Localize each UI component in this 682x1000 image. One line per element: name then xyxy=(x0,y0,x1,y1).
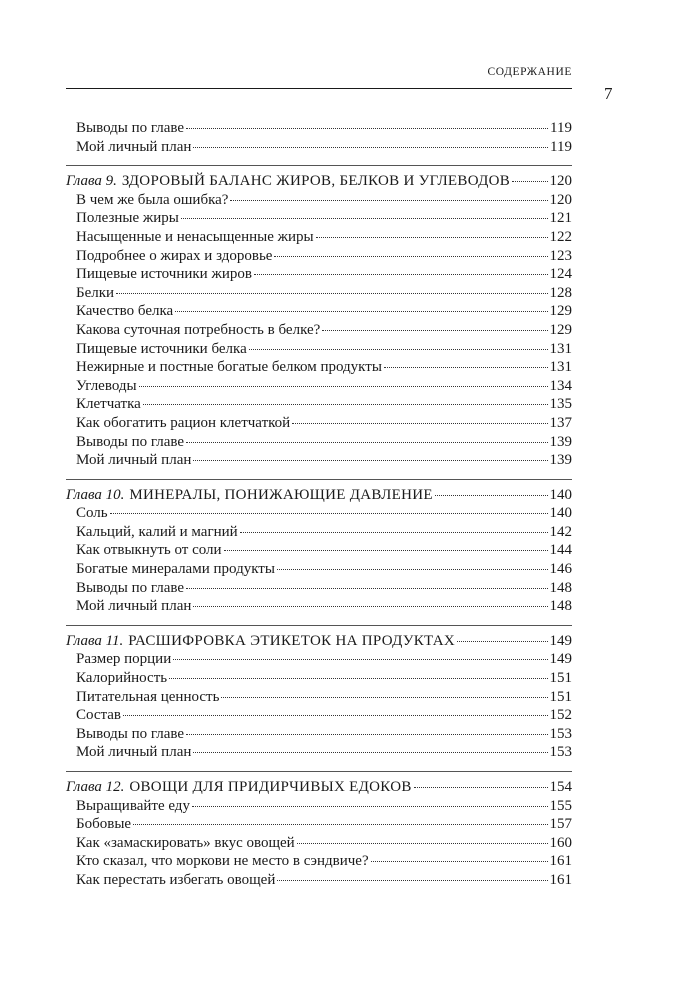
toc-entry-page: 140 xyxy=(549,505,572,522)
chapter-separator-rule xyxy=(66,771,572,772)
toc-entry-page: 142 xyxy=(549,523,572,540)
toc-entry-title: В чем же была ошибка? xyxy=(76,191,229,208)
leader-dots xyxy=(322,330,547,331)
toc-entry xyxy=(66,229,572,248)
leader-dots xyxy=(193,147,548,148)
toc-entry xyxy=(66,524,572,543)
chapter-separator-rule xyxy=(66,165,572,166)
toc-entry-title: Пищевые источники жиров xyxy=(76,266,252,283)
toc-entry xyxy=(66,396,572,415)
toc-entry-page: 119 xyxy=(550,138,572,155)
toc-entry xyxy=(66,561,572,580)
toc-entry xyxy=(66,303,572,322)
toc-entry xyxy=(66,707,572,726)
toc-entry-title: Качество белка xyxy=(76,303,174,320)
toc-entry xyxy=(66,248,572,267)
leader-dots xyxy=(316,237,548,238)
toc-entry-page: 149 xyxy=(549,651,572,668)
toc-entry xyxy=(66,452,572,471)
leader-dots xyxy=(175,311,547,312)
toc-entry-page: 131 xyxy=(549,359,572,376)
header-rule xyxy=(66,88,572,89)
toc-entry-page: 129 xyxy=(549,303,572,320)
leader-dots xyxy=(249,349,548,350)
chapter-heading xyxy=(66,633,572,652)
leader-dots xyxy=(123,715,547,716)
toc-entry-page: 120 xyxy=(549,191,572,208)
toc-entry-page: 151 xyxy=(549,670,572,687)
chapter-label: Глава 12. xyxy=(66,779,125,795)
toc-entry xyxy=(66,670,572,689)
leader-dots xyxy=(186,734,547,735)
toc-entry-page: 121 xyxy=(549,210,572,227)
toc-entry-title: Углеводы xyxy=(76,377,137,394)
toc-entry-title: Насыщенные и ненасыщенные жиры xyxy=(76,228,314,245)
leader-dots xyxy=(297,843,548,844)
leader-dots xyxy=(186,588,547,589)
toc-entry xyxy=(66,378,572,397)
leader-dots xyxy=(193,752,547,753)
toc-entry xyxy=(66,651,572,670)
leader-dots xyxy=(116,293,547,294)
toc-entry-title: Соль xyxy=(76,505,108,522)
chapter-separator-rule xyxy=(66,479,572,480)
toc-entry xyxy=(66,210,572,229)
toc-entry-title: Калорийность xyxy=(76,670,168,687)
chapter-page: 120 xyxy=(549,173,572,190)
leader-dots xyxy=(224,550,548,551)
toc-entry xyxy=(66,853,572,872)
toc-entry-title: Полезные жиры xyxy=(76,210,179,227)
leader-dots xyxy=(371,861,548,862)
chapter-title: РАСШИФРОВКА ЭТИКЕТОК НА ПРОДУКТАХ xyxy=(128,632,456,649)
toc-entry-page: 128 xyxy=(549,284,572,301)
toc-entry-page: 148 xyxy=(549,598,572,615)
toc-entry-title: Какова суточная потребность в белке? xyxy=(76,321,321,338)
toc-entry-title: Питательная ценность xyxy=(76,688,220,705)
toc-entry-title: Выращивайте еду xyxy=(76,797,190,814)
toc-entry-title: Как обогатить рацион клетчаткой xyxy=(76,414,291,431)
leader-dots xyxy=(173,659,547,660)
chapter-separator-rule xyxy=(66,625,572,626)
toc-entry xyxy=(66,816,572,835)
leader-dots xyxy=(169,678,547,679)
toc-entry-title: Мой личный план xyxy=(76,138,192,155)
toc-entry-title: Нежирные и постные богатые белком продукты xyxy=(76,359,382,376)
toc-entry-title: Подробнее о жирах и здоровье xyxy=(76,247,273,264)
chapter-title: ОВОЩИ ДЛЯ ПРИДИРЧИВЫХ ЕДОКОВ xyxy=(129,779,412,795)
toc-entry-page: 144 xyxy=(549,542,572,559)
toc-entry-page: 151 xyxy=(549,688,572,705)
page-number: 7 xyxy=(604,84,613,103)
toc-entry-title: Размер порции xyxy=(76,651,172,668)
toc-entry xyxy=(66,505,572,524)
toc-entry-page: 148 xyxy=(549,579,572,596)
toc-entry-title: Кальций, калий и магний xyxy=(76,523,238,540)
leader-dots xyxy=(133,824,547,825)
toc-entry-title: Мой личный план xyxy=(76,744,192,761)
toc-entry-title: Пищевые источники белка xyxy=(76,340,247,357)
leader-dots xyxy=(143,404,548,405)
leader-dots xyxy=(277,880,547,881)
leader-dots xyxy=(274,256,547,257)
toc-entry-title: Бобовые xyxy=(76,816,132,833)
toc-entry xyxy=(66,285,572,304)
toc-entry xyxy=(66,322,572,341)
toc-entry-page: 160 xyxy=(549,834,572,851)
leader-dots xyxy=(181,218,548,219)
leader-dots xyxy=(435,495,548,496)
leader-dots xyxy=(193,606,547,607)
toc-entry-page: 131 xyxy=(549,340,572,357)
leader-dots xyxy=(186,128,548,129)
leader-dots xyxy=(254,274,548,275)
leader-dots xyxy=(230,200,547,201)
toc-entry xyxy=(66,580,572,599)
leader-dots xyxy=(110,513,548,514)
toc-entry xyxy=(66,139,572,158)
toc-entry-page: 123 xyxy=(549,247,572,264)
toc-entry-title: Выводы по главе xyxy=(76,433,185,450)
toc-entry-page: 146 xyxy=(549,561,572,578)
toc-entry-page: 135 xyxy=(549,396,572,413)
toc-entry-title: Выводы по главе xyxy=(76,725,185,742)
toc-entry xyxy=(66,798,572,817)
leader-dots xyxy=(292,423,547,424)
toc-entry xyxy=(66,726,572,745)
toc-entry-page: 155 xyxy=(549,797,572,814)
leader-dots xyxy=(192,806,548,807)
toc-entry xyxy=(66,359,572,378)
toc-entry xyxy=(66,415,572,434)
toc-entry-page: 153 xyxy=(549,744,572,761)
toc-entry-page: 139 xyxy=(549,452,572,469)
running-head: СОДЕРЖАНИЕ xyxy=(487,66,572,78)
toc-entry-page: 139 xyxy=(549,433,572,450)
leader-dots xyxy=(139,386,548,387)
chapter-heading xyxy=(66,173,572,192)
toc-entry-page: 152 xyxy=(549,707,572,724)
chapter-page: 149 xyxy=(549,632,572,649)
leader-dots xyxy=(414,787,548,788)
toc-entry-title: Клетчатка xyxy=(76,396,141,413)
toc-entry-title: Выводы по главе xyxy=(76,579,185,596)
toc-entry xyxy=(66,542,572,561)
toc-entry-page: 137 xyxy=(549,414,572,431)
chapter-heading xyxy=(66,779,572,798)
chapter-heading xyxy=(66,487,572,506)
toc-entry-title: Как перестать избегать овощей xyxy=(76,871,276,888)
toc-entry xyxy=(66,598,572,617)
toc-entry xyxy=(66,835,572,854)
leader-dots xyxy=(457,641,547,642)
toc-entry xyxy=(66,120,572,139)
leader-dots xyxy=(186,442,547,443)
toc-entry-page: 161 xyxy=(549,853,572,870)
toc-entry xyxy=(66,266,572,285)
toc-entry-title: Мой личный план xyxy=(76,452,192,469)
toc-entry-title: Как отвыкнуть от соли xyxy=(76,542,222,559)
chapter-label: Глава 10. xyxy=(66,486,125,503)
toc-entry-page: 153 xyxy=(549,725,572,742)
leader-dots xyxy=(240,532,548,533)
chapter-page: 154 xyxy=(549,779,572,795)
chapter-label: Глава 11. xyxy=(66,632,124,649)
chapter-label: Глава 9. xyxy=(66,173,117,190)
table-of-contents xyxy=(66,120,572,891)
toc-entry-title: Состав xyxy=(76,707,122,724)
toc-entry-page: 129 xyxy=(549,321,572,338)
toc-entry-title: Кто сказал, что моркови не место в сэндвиче? xyxy=(76,853,369,870)
toc-entry-page: 122 xyxy=(549,228,572,245)
toc-entry-page: 124 xyxy=(549,266,572,283)
toc-entry-title: Мой личный план xyxy=(76,598,192,615)
leader-dots xyxy=(193,460,547,461)
toc-entry-title: Богатые минералами продукты xyxy=(76,561,275,578)
toc-entry xyxy=(66,872,572,891)
toc-entry-page: 157 xyxy=(549,816,572,833)
leader-dots xyxy=(221,697,547,698)
toc-entry-page: 134 xyxy=(549,377,572,394)
toc-entry xyxy=(66,689,572,708)
leader-dots xyxy=(512,181,547,182)
toc-entry xyxy=(66,434,572,453)
toc-entry-title: Как «замаскировать» вкус овощей xyxy=(76,834,295,851)
toc-entry-title: Выводы по главе xyxy=(76,120,185,136)
toc-entry xyxy=(66,192,572,211)
toc-entry-page: 119 xyxy=(550,120,572,136)
chapter-title: ЗДОРОВЫЙ БАЛАНС ЖИРОВ, БЕЛКОВ И УГЛЕВОДОВ xyxy=(121,173,511,190)
chapter-title: МИНЕРАЛЫ, ПОНИЖАЮЩИЕ ДАВЛЕНИЕ xyxy=(129,486,433,503)
toc-entry xyxy=(66,744,572,763)
leader-dots xyxy=(277,569,548,570)
toc-entry-page: 161 xyxy=(549,871,572,888)
leader-dots xyxy=(384,367,548,368)
toc-entry-title: Белки xyxy=(76,284,115,301)
toc-entry xyxy=(66,341,572,360)
chapter-page: 140 xyxy=(549,486,572,503)
